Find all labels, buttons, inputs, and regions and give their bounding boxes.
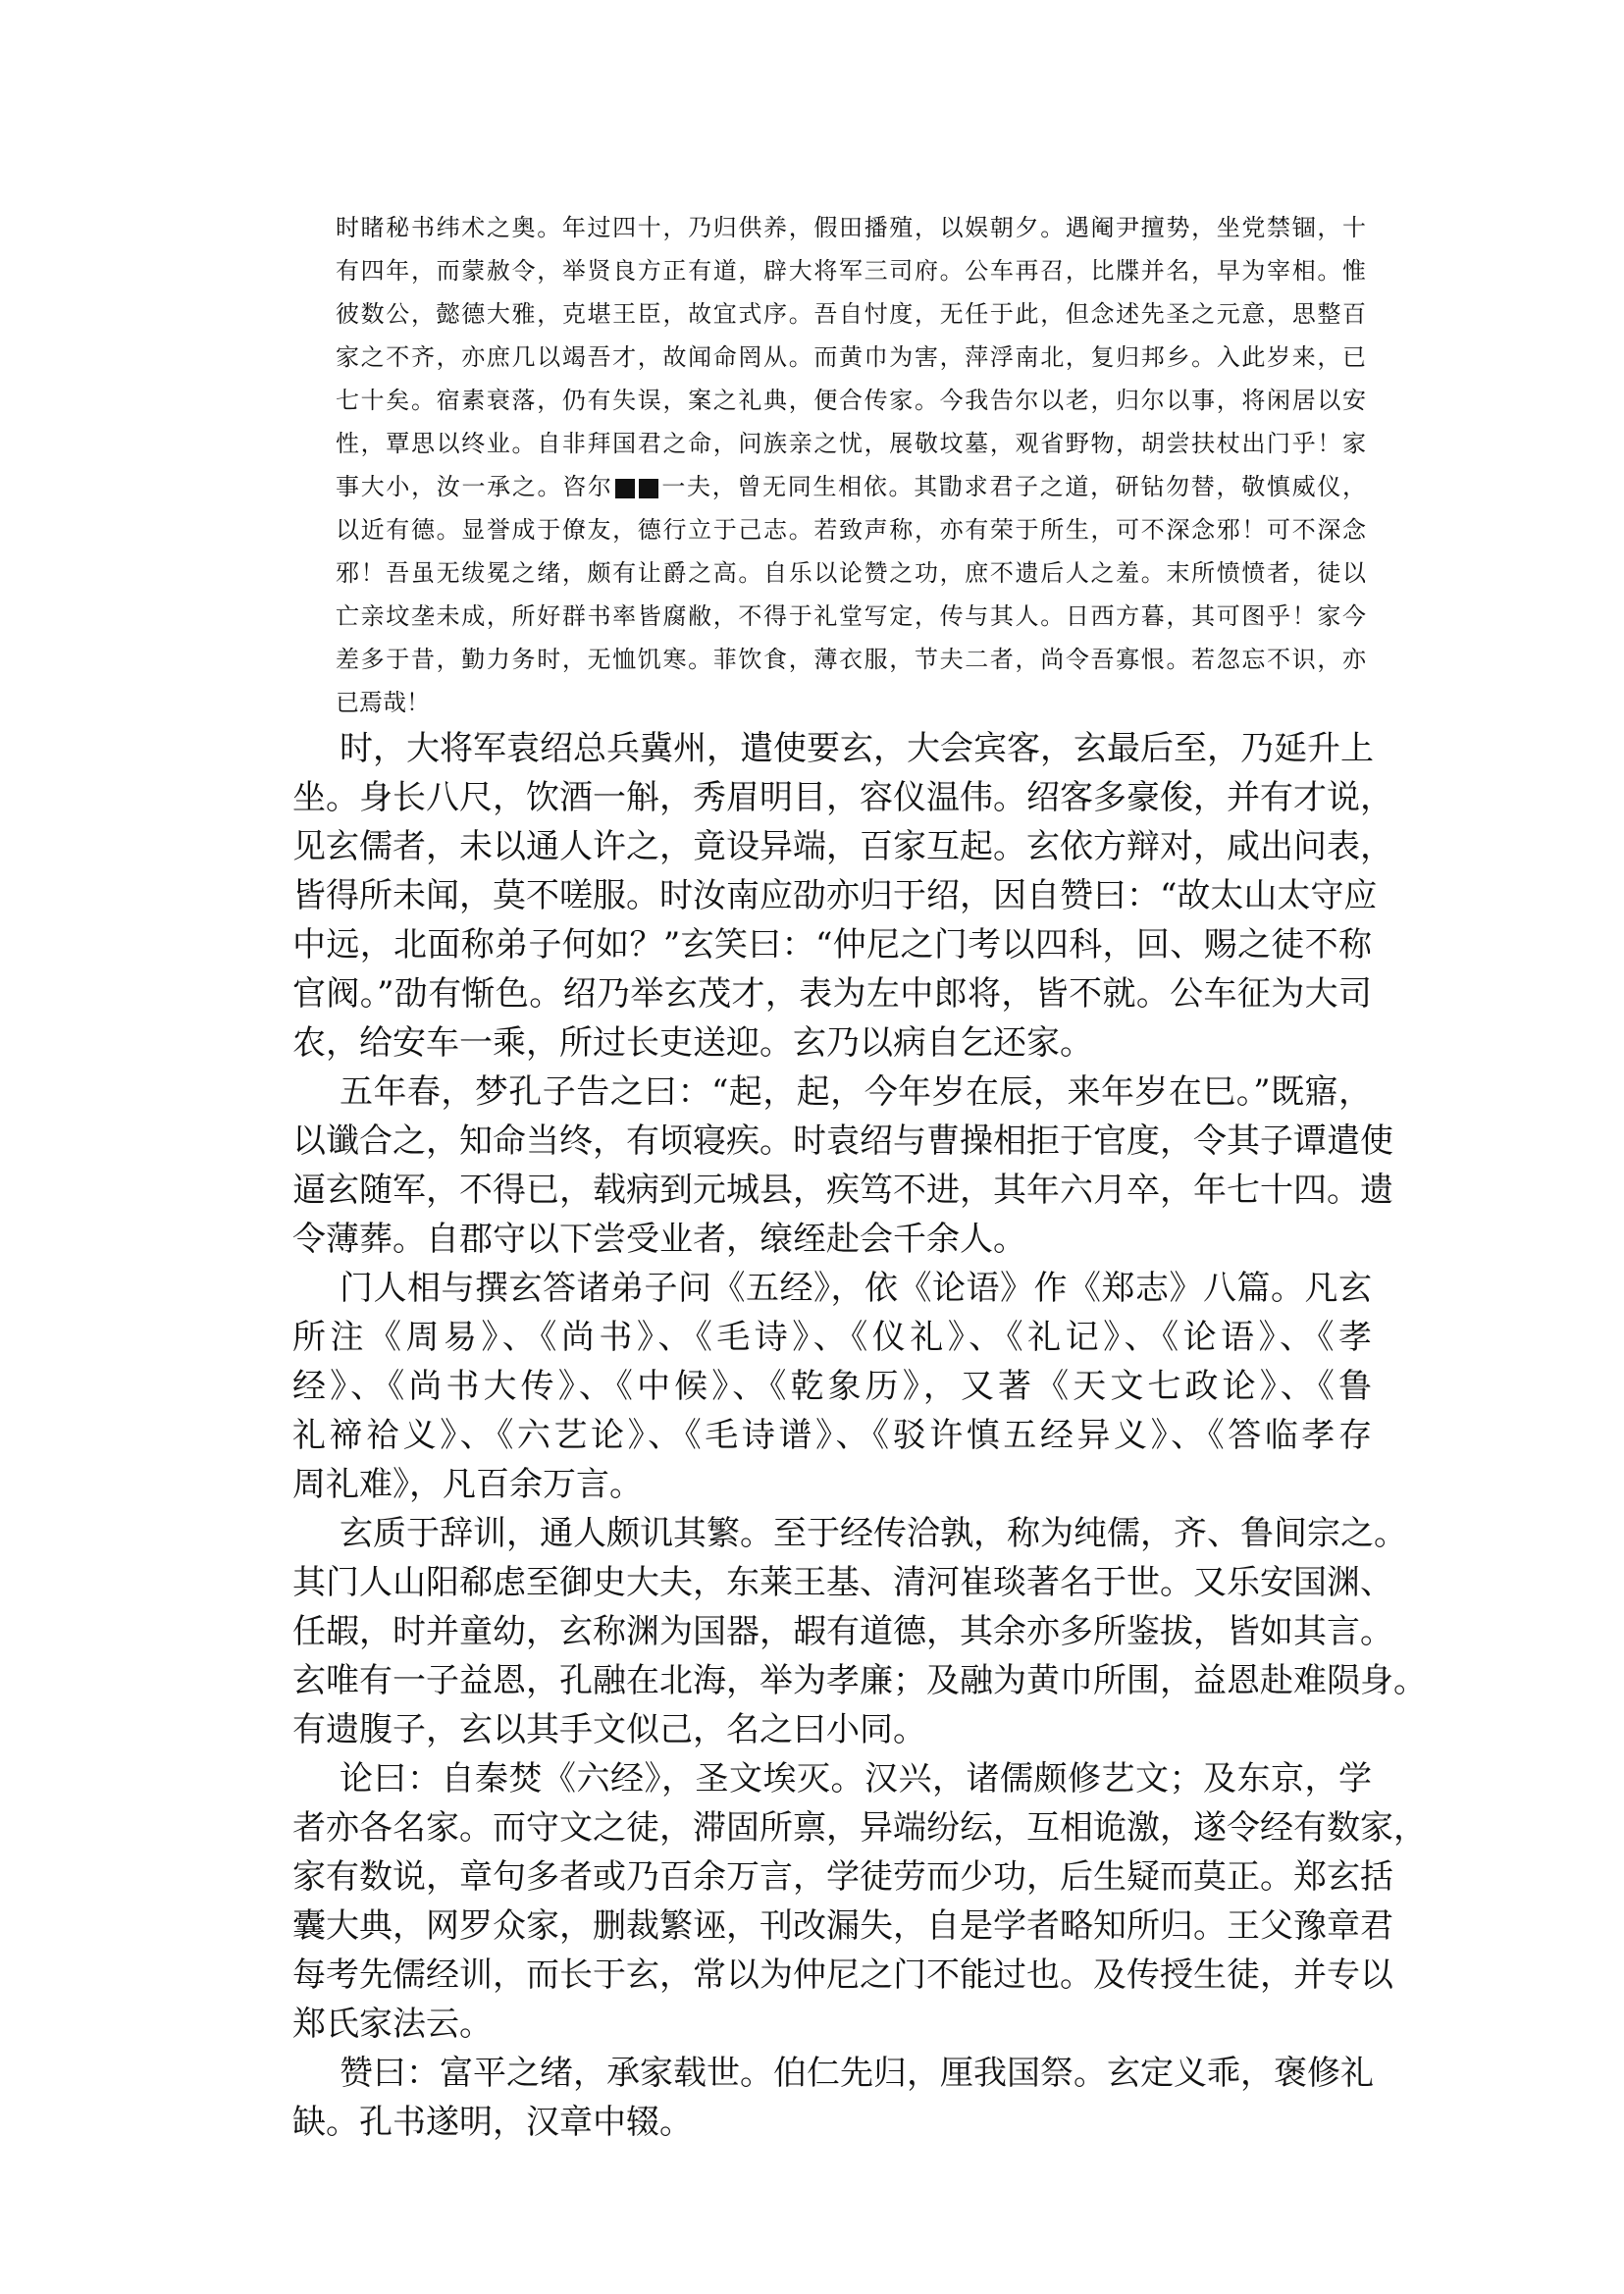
quote-line-9: 邪！吾虽无绂冕之绪，颇有让爵之高。自乐以论赞之功，庶不遗后人之羞。末所愤愤者，徒以 bbox=[336, 559, 1366, 587]
body-text-block bbox=[292, 724, 1427, 2147]
body-line: 有遗腹子，玄以其手文似己，名之曰小同。 bbox=[292, 1710, 926, 1749]
quote-line-12: 已焉哉！ bbox=[336, 689, 430, 716]
redacted-glyph bbox=[639, 479, 658, 498]
body-line: 五年春，梦孔子告之曰：“起，起，今年岁在辰，来年岁在巳。”既寤， bbox=[340, 1072, 1372, 1112]
quote-line-3: 彼数公，懿德大雅，克堪王臣，故宜式序。吾自忖度，无任于此，但念述先圣之元意，思整百 bbox=[336, 300, 1366, 328]
body-line: 周礼难》，凡百余万言。 bbox=[292, 1465, 643, 1504]
body-line: 中远，北面称弟子何如？”玄笑曰：“仲尼之门考以四科，回、赐之徒不称 bbox=[292, 925, 1372, 965]
quote-line-7-end: 一夫，曾无同生相依。其勖求君子之道，研钻勿替，敬慎威仪， bbox=[659, 473, 1367, 500]
body-line: 玄质于辞训，通人颇讥其繁。至于经传洽孰，称为纯儒，齐、鲁间宗之。 bbox=[340, 1514, 1407, 1553]
body-line: 经》、《尚书大传》、《中候》、《乾象历》，又著《天文七政论》、《鲁 bbox=[292, 1367, 1372, 1406]
body-line: 每考先儒经训，而长于玄，常以为仲尼之门不能过也。及传授生徒，并专以 bbox=[292, 1955, 1393, 1995]
quote-line-10: 亡亲坟垄未成，所好群书率皆腐敝，不得于礼堂写定，传与其人。日西方暮，其可图乎！家今 bbox=[336, 602, 1366, 630]
body-line: 门人相与撰玄答诸弟子问《五经》，依《论语》作《郑志》八篇。凡玄 bbox=[340, 1269, 1372, 1308]
body-line: 任嘏，时并童幼，玄称渊为国器，嘏有道德，其余亦多所鉴拔，皆如其言。 bbox=[292, 1612, 1393, 1651]
body-line: 以谶合之，知命当终，有顷寝疾。时袁绍与曹操相拒于官度，令其子谭遣使 bbox=[292, 1121, 1393, 1161]
body-line: 时，大将军袁绍总兵冀州，遣使要玄，大会宾客，玄最后至，乃延升上 bbox=[340, 729, 1374, 768]
body-line: 令薄葬。自郡守以下尝受业者，缞绖赴会千余人。 bbox=[292, 1220, 1026, 1259]
quote-line-4: 家之不齐，亦庶几以竭吾才，故闻命罔从。而黄巾为害，萍浮南北，复归邦乡。入此岁来，已 bbox=[336, 343, 1366, 371]
body-line: 官阀。”劭有惭色。绍乃举玄茂才，表为左中郎将，皆不就。公车征为大司 bbox=[292, 974, 1372, 1014]
body-line: 赞曰：富平之绪，承家载世。伯仁先归，厘我国祭。玄定义乖，褒修礼 bbox=[340, 2054, 1374, 2093]
redacted-glyph bbox=[615, 479, 635, 498]
body-line: 者亦各名家。而守文之徒，滞固所禀，异端纷纭，互相诡激，遂令经有数家， bbox=[292, 1808, 1427, 1848]
quote-line-5: 七十矣。宿素衰落，仍有失误，案之礼典，便合传家。今我告尔以老，归尔以事，将闲居以安 bbox=[336, 387, 1366, 414]
body-line: 家有数说，章句多者或乃百余万言，学徒劳而少功，后生疑而莫正。郑玄括 bbox=[292, 1857, 1393, 1897]
quote-line-1: 时睹秘书纬术之奥。年过四十，乃归供养，假田播殖，以娱朝夕。遇阉尹擅势，坐党禁锢，十 bbox=[336, 214, 1366, 241]
body-line: 坐。身长八尺，饮酒一斛，秀眉明目，容仪温伟。绍客多豪俊，并有才说， bbox=[292, 778, 1393, 817]
body-line: 逼玄随军，不得已，载病到元城县，疾笃不进，其年六月卒，年七十四。遗 bbox=[292, 1171, 1393, 1210]
body-line: 礼禘祫义》、《六艺论》、《毛诗谱》、《驳许慎五经异义》、《答临孝存 bbox=[292, 1416, 1372, 1455]
body-line: 论曰：自秦焚《六经》，圣文埃灭。汉兴，诸儒颇修艺文；及东京，学 bbox=[340, 1759, 1372, 1799]
quote-line-11: 差多于昔，勤力务时，无恤饥寒。菲饮食，薄衣服，节夫二者，尚令吾寡恨。若忽忘不识，亦 bbox=[336, 646, 1366, 673]
body-line: 囊大典，网罗众家，删裁繁诬，刊改漏失，自是学者略知所归。王父豫章君 bbox=[292, 1906, 1393, 1946]
body-line: 其门人山阳郗虑至御史大夫，东莱王基、清河崔琰著名于世。又乐安国渊、 bbox=[292, 1563, 1393, 1602]
quoted-letter-block bbox=[336, 206, 1366, 724]
body-line: 缺。孔书遂明，汉章中辍。 bbox=[292, 2103, 693, 2142]
body-line: 见玄儒者，未以通人许之，竟设异端，百家互起。玄依方辩对，咸出问表， bbox=[292, 827, 1393, 866]
body-line: 农，给安车一乘，所过长吏送迎。玄乃以病自乞还家。 bbox=[292, 1023, 1093, 1063]
quote-line-7-start: 事大小，汝一承之。咨尔 bbox=[336, 473, 613, 500]
quote-line-7 bbox=[336, 465, 1366, 508]
body-line: 郑氏家法云。 bbox=[292, 2005, 493, 2044]
body-line: 玄唯有一子益恩，孔融在北海，举为孝廉；及融为黄巾所围，益恩赴难陨身。 bbox=[292, 1661, 1427, 1700]
quote-line-2: 有四年，而蒙赦令，举贤良方正有道，辟大将军三司府。公车再召，比牒并名，早为宰相。惟 bbox=[336, 257, 1366, 285]
quote-line-8: 以近有德。显誉成于僚友，德行立于己志。若致声称，亦有荣于所生，可不深念邪！可不深念 bbox=[336, 516, 1366, 544]
body-line: 所注《周易》、《尚书》、《毛诗》、《仪礼》、《礼记》、《论语》、《孝 bbox=[292, 1318, 1372, 1357]
quote-line-6: 性，覃思以终业。自非拜国君之命，问族亲之忧，展敬坟墓，观省野物，胡尝扶杖出门乎！家 bbox=[336, 430, 1366, 457]
body-line: 皆得所未闻，莫不嗟服。时汝南应劭亦归于绍，因自赞曰：“故太山太守应 bbox=[292, 876, 1378, 915]
